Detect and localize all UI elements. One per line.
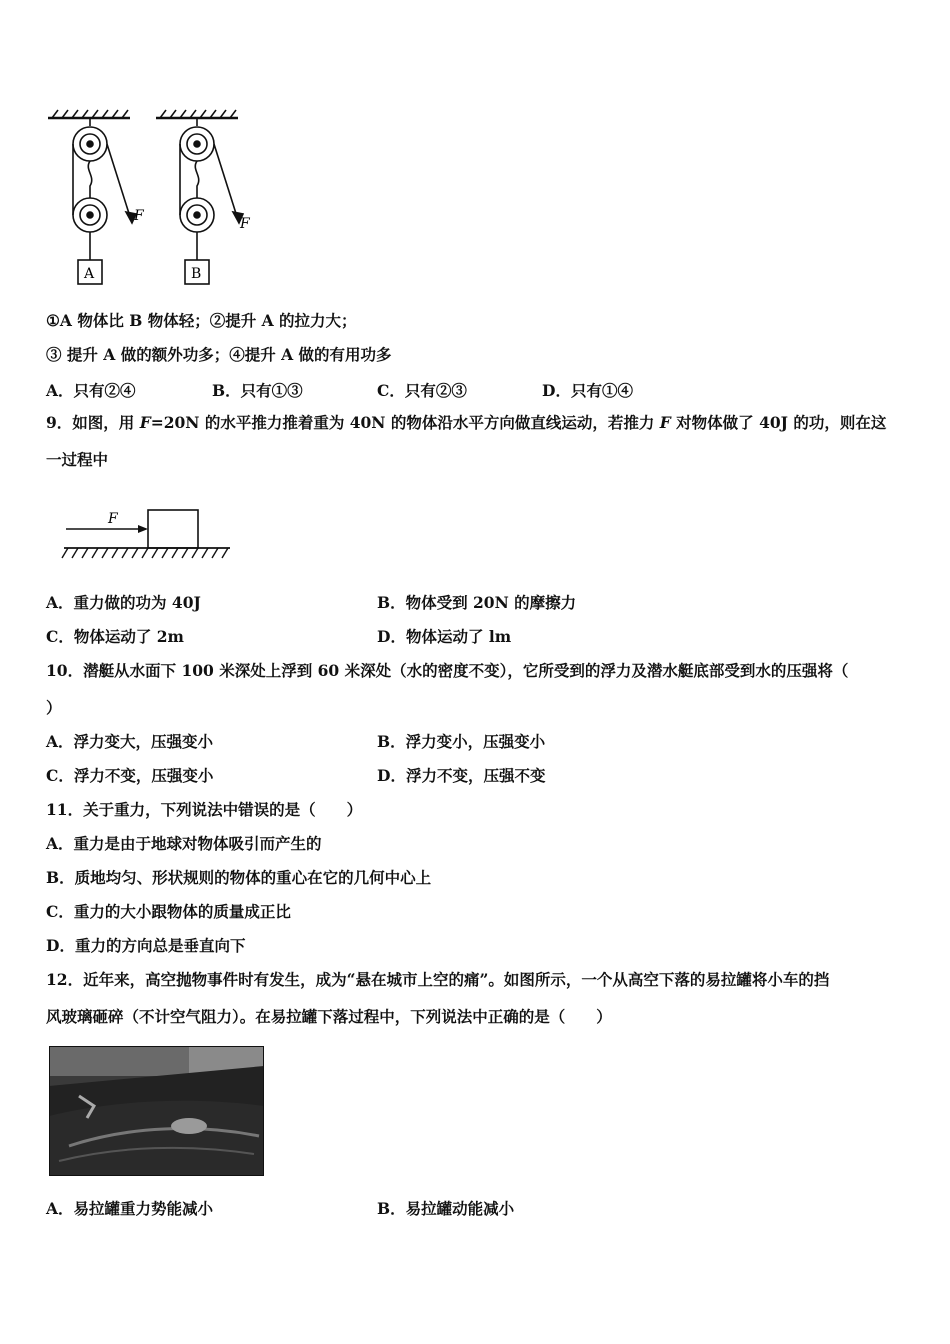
pulley-system-b [156, 110, 243, 260]
q11-option-a[interactable]: A．重力是由于地球对物体吸引而产生的 [46, 834, 322, 853]
q9-option-b[interactable]: B．物体受到 20N 的摩擦力 [377, 593, 577, 612]
q9-stem-suffix: 对物体做了 40J 的功，则在这 [670, 413, 887, 432]
q10-option-a[interactable]: A．浮力变大，压强变小 [46, 732, 214, 751]
q9-stem-line1 [46, 413, 886, 433]
pulley-figure [40, 108, 255, 288]
q10-option-d[interactable]: D．浮力不变，压强不变 [377, 766, 546, 785]
q12-option-a[interactable]: A．易拉罐重力势能减小 [46, 1199, 214, 1218]
push-block-figure [60, 506, 235, 564]
block-b [185, 260, 209, 284]
block-b-label: B [191, 266, 202, 282]
q12-option-b[interactable]: B．易拉罐动能减小 [377, 1199, 515, 1218]
q12-stem-line1: 12．近年来，高空抛物事件时有发生，成为“悬在城市上空的痛”。如图所示，一个从高空下落的易拉罐将小车的挡 [46, 970, 830, 989]
q11-option-c[interactable]: C．重力的大小跟物体的质量成正比 [46, 902, 291, 921]
q8-option-c[interactable]: C．只有②③ [377, 381, 467, 400]
q11-stem: 11．关于重力，下列说法中错误的是（ ） [46, 800, 363, 819]
q10-option-c[interactable]: C．浮力不变，压强变小 [46, 766, 214, 785]
q8-statement-2: ③ 提升 A 做的额外功多；④提升 A 做的有用功多 [46, 345, 392, 364]
q8-statement-1: ①A 物体比 B 物体轻；②提升 A 的拉力大； [46, 311, 357, 330]
q10-stem-line1: 10．潜艇从水面下 100 米深处上浮到 60 米深处（水的密度不变），它所受到的浮力及潜水艇底部受到水的压强将（ [46, 661, 849, 680]
block [148, 510, 198, 548]
q9-stem-line2: 一过程中 [46, 450, 109, 469]
q9-stem-f2: F [659, 413, 671, 432]
force-label: F [108, 511, 118, 527]
q9-stem-mid: =20N 的水平推力推着重为 40N 的物体沿水平方向做直线运动，若推力 [150, 413, 660, 432]
q10-stem-line2: ） [46, 698, 62, 717]
q10-option-b[interactable]: B．浮力变小，压强变小 [377, 732, 546, 751]
q9-option-c[interactable]: C．物体运动了 2m [46, 627, 184, 646]
q8-option-a[interactable]: A．只有②④ [46, 381, 136, 400]
block-a [78, 260, 102, 284]
q9-stem-f: F [139, 413, 151, 432]
car-windshield-photo [49, 1046, 264, 1176]
force-arrowhead [138, 525, 148, 533]
block-a-label: A [84, 266, 95, 282]
q11-option-d[interactable]: D．重力的方向总是垂直向下 [46, 936, 246, 955]
force-label-a: F [134, 208, 144, 224]
q9-option-a[interactable]: A．重力做的功为 40J [46, 593, 201, 612]
q8-option-d[interactable]: D．只有①④ [542, 381, 633, 400]
q8-option-b[interactable]: B．只有①③ [212, 381, 303, 400]
force-label-b: F [240, 216, 250, 232]
ground [62, 548, 230, 558]
q11-option-b[interactable]: B．质地均匀、形状规则的物体的重心在它的几何中心上 [46, 868, 432, 887]
q12-stem-line2: 风玻璃砸碎（不计空气阻力）。在易拉罐下落过程中，下列说法中正确的是（ ） [46, 1007, 612, 1026]
pulley-system-a [48, 110, 136, 260]
q9-stem-prefix: 9．如图，用 [46, 413, 140, 432]
q9-option-d[interactable]: D．物体运动了 lm [377, 627, 512, 646]
